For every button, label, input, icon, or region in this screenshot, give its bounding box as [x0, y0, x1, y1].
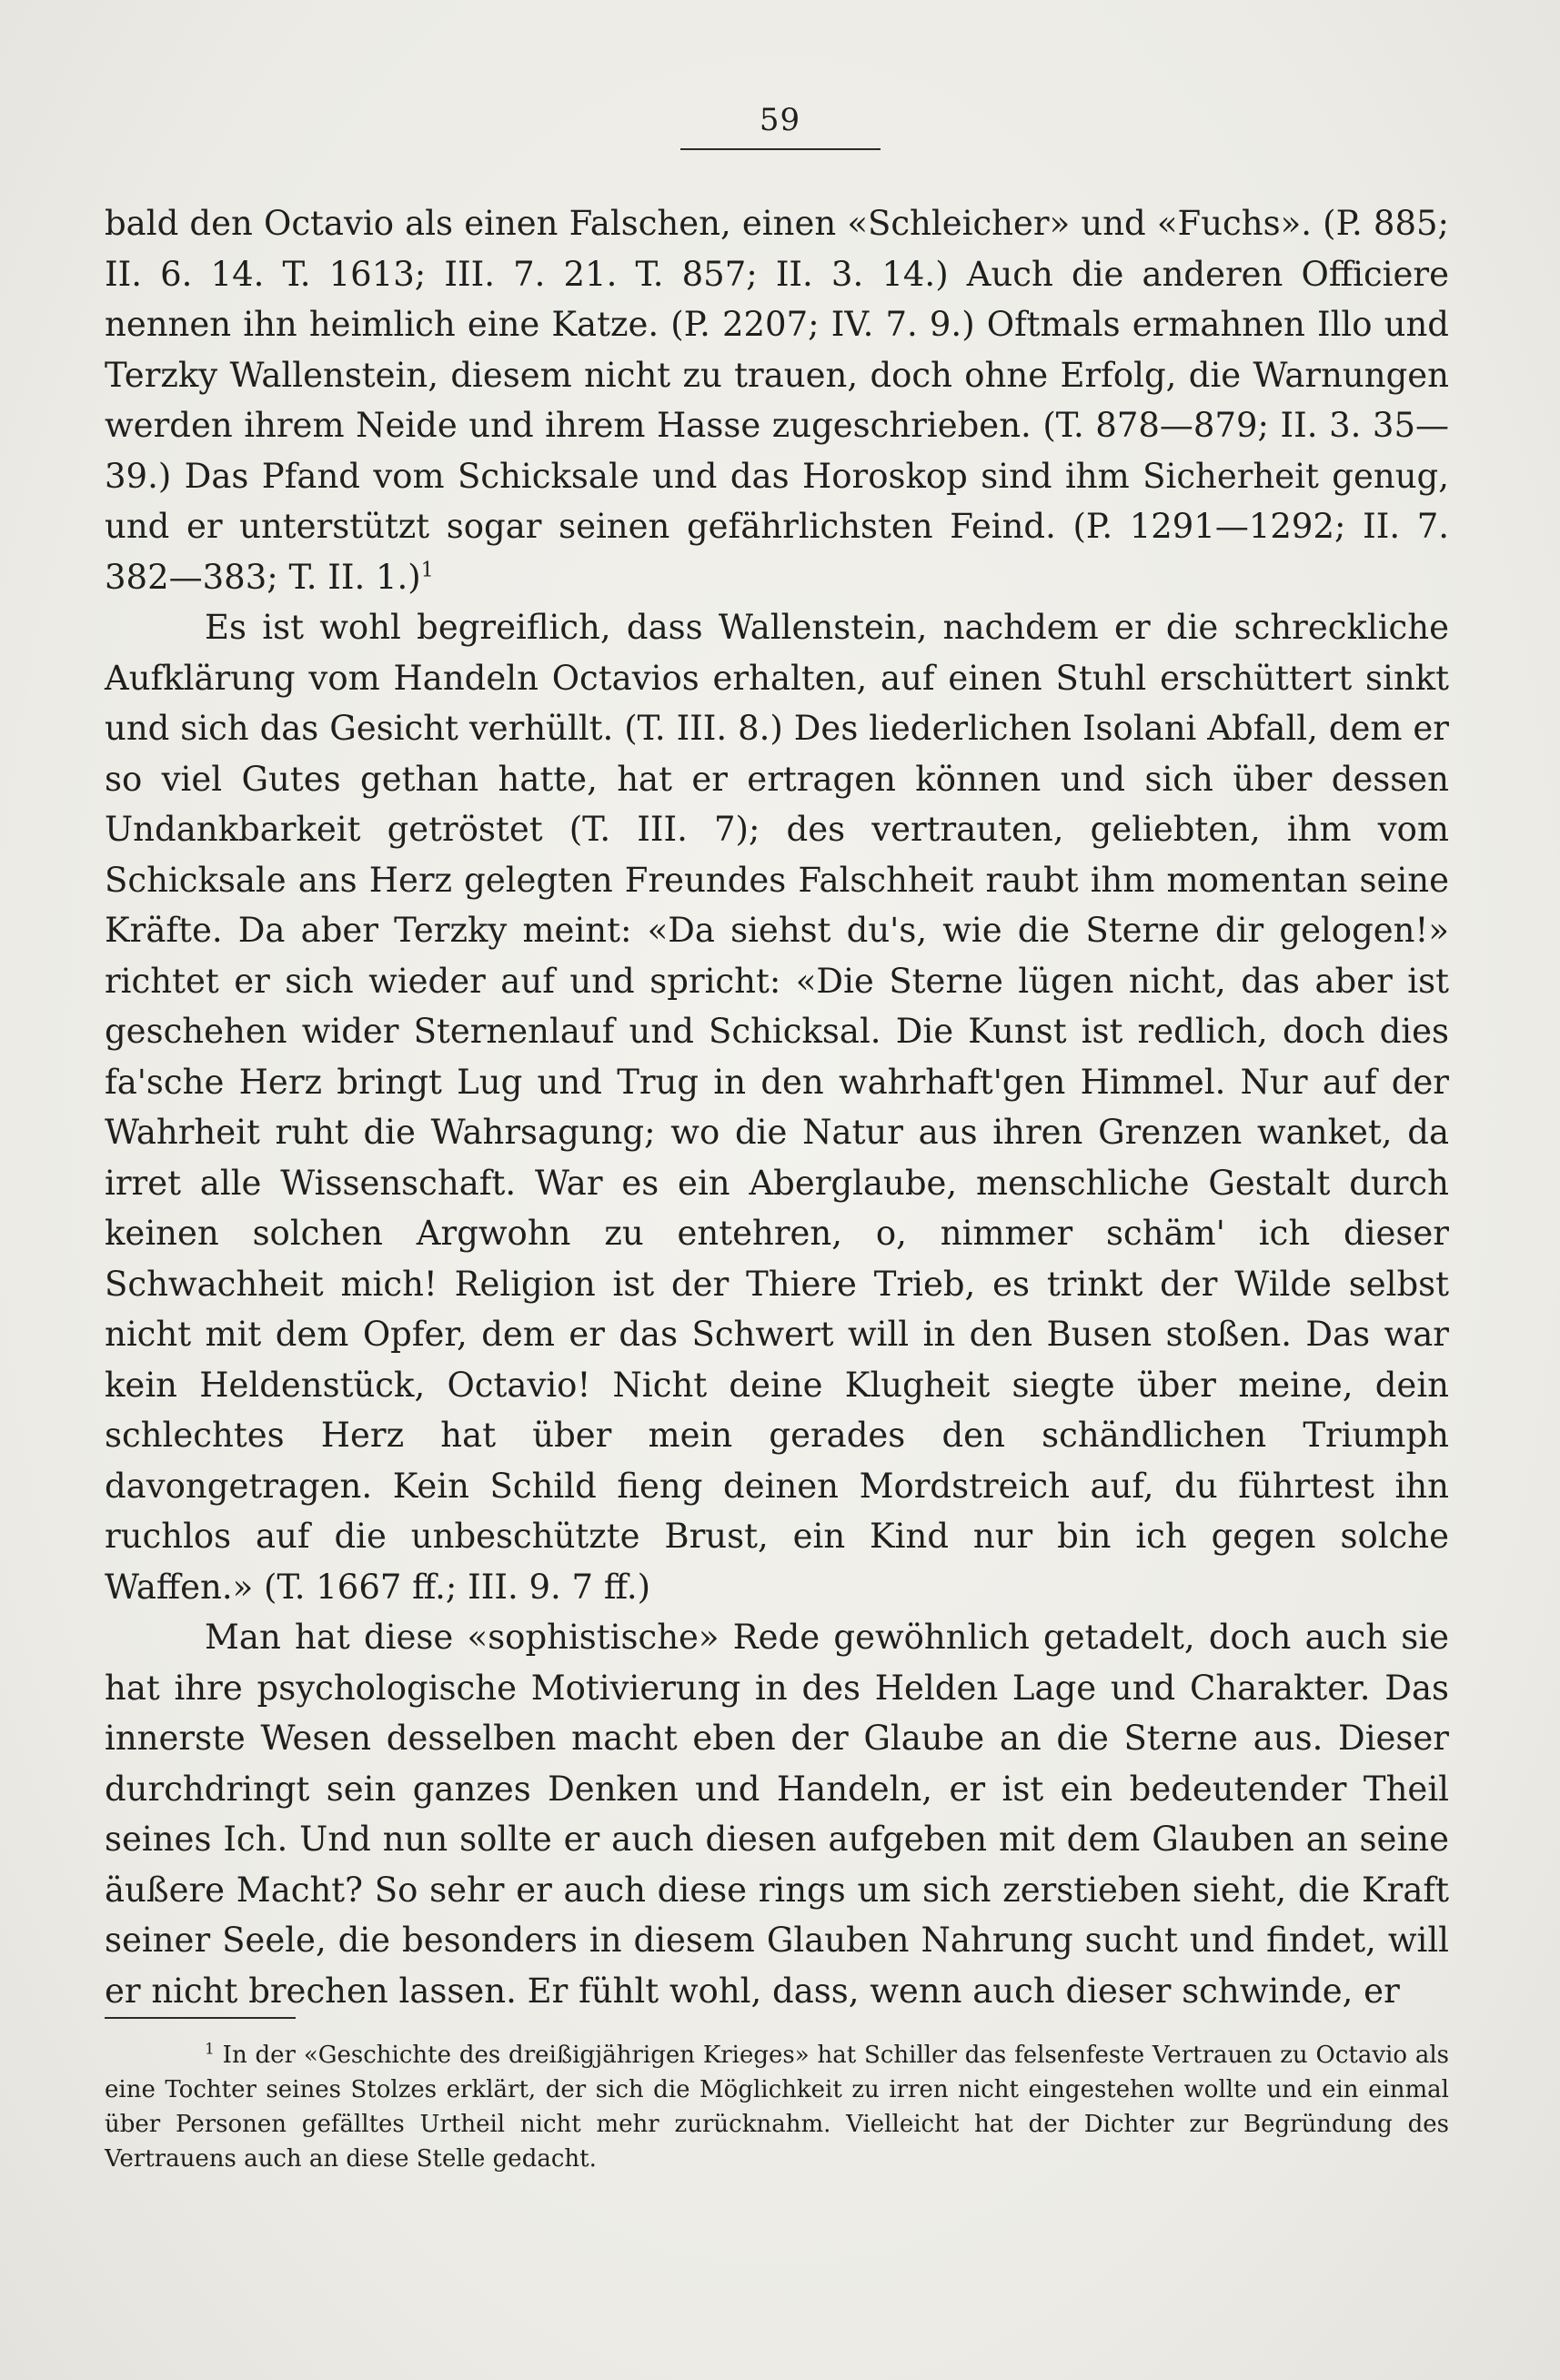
- page-number: 59: [759, 102, 801, 138]
- header-rule: [680, 148, 881, 150]
- footnote: [105, 2038, 1449, 2176]
- footnote-marker: 1: [205, 2040, 215, 2059]
- paragraph-1: [105, 198, 1449, 602]
- footnote-rule: [105, 2017, 296, 2019]
- paragraph-3: Man hat diese «sophistische» Rede gewöhnlich getadelt, doch auch sie hat ihre psychologische Motivierung in des Helden Lage und Charakter. Das innerste Wesen desselben macht eben der Glaube an die Sterne aus. Dieser durchdringt sein ganzes Denken und Handeln, er ist ein bedeutender Theil seines Ich. Und nun sollte er auch diesen aufgeben mit dem Glauben an seine äußere Macht? So sehr er auch diese rings um sich zerstieben sieht, die Kraft seiner Seele, die besonders in diesem Glauben Nahrung sucht und findet, will er nicht brechen lassen. Er fühlt wohl, dass, wenn auch dieser schwinde, er: [105, 1618, 1449, 2011]
- footnote-reference: 1: [420, 559, 434, 582]
- paragraph-2: Es ist wohl begreiflich, dass Wallenstein, nachdem er die schreckliche Aufklärung vom Handeln Octavios erhalten, auf einen Stuhl erschüttert sinkt und sich das Gesicht verhüllt. (T. III. 8.) Des liederlichen Isolani Abfall, dem er so viel Gutes gethan hatte, hat er ertragen können und sich über dessen Undankbarkeit getröstet (T. III. 7); des vertrauten, geliebten, ihm vom Schicksale ans Herz gelegten Freundes Falschheit raubt ihm momentan seine Kräfte. Da aber Terzky meint: «Da siehst du's, wie die Sterne dir gelogen!» richtet er sich wieder auf und spricht: «Die Sterne lügen nicht, das aber ist geschehen wider Sternenlauf und Schicksal. Die Kunst ist redlich, doch dies fa'sche Herz bringt Lug und Trug in den wahrhaft'gen Himmel. Nur auf der Wahrheit ruht die Wahrsagung; wo die Natur aus ihren Grenzen wanket, da irret alle Wissenschaft. War es ein Aberglaube, menschliche Gestalt durch keinen solchen Argwohn zu entehren, o, nimmer schäm' ich dieser Schwachheit mich! Religion ist der Thiere Trieb, es trinkt der Wilde selbst nicht mit dem Opfer, dem er das Schwert will in den Busen stoßen. Das war kein Heldenstück, Octavio! Nicht deine Klugheit siegte über meine, dein schlechtes Herz hat über mein gerades den schändlichen Triumph davongetragen. Kein Schild fieng deinen Mordstreich auf, du führtest ihn ruchlos auf die unbeschützte Brust, ein Kind nur bin ich gegen solche Waffen.» (T. 1667 ff.; III. 9. 7 ff.): [105, 608, 1449, 1607]
- main-text: [105, 198, 1449, 2016]
- paragraph-1-text: bald den Octavio als einen Falschen, einen «Schleicher» und «Fuchs». (P. 885; II. 6. 14. T. 1613; III. 7. 21. T. 857; II. 3. 14.) Auch die anderen Officiere nennen ihn heimlich eine Katze. (P. 2207; IV. 7. 9.) Oftmals ermahnen Illo und Terzky Wallenstein, diesem nicht zu trauen, doch ohne Erfolg, die Warnungen werden ihrem Neide und ihrem Hasse zugeschrieben. (T. 878—879; II. 3. 35—39.) Das Pfand vom Schicksale und das Horoskop sind ihm Sicherheit genug, und er unterstützt sogar seinen gefährlichsten Feind. (P. 1291—1292; II. 7. 382—383; T. II. 1.): [105, 204, 1449, 597]
- footnote-text: In der «Geschichte des dreißigjährigen Krieges» hat Schiller das felsenfeste Vertrauen zu Octavio als eine Tochter seines Stolzes erklärt, der sich die Möglichkeit zu irren nicht eingestehen wollte und ein einmal über Personen gefälltes Urtheil nicht mehr zurücknahm. Vielleicht hat der Dichter zur Begründung des Vertrauens auch an diese Stelle gedacht.: [105, 2042, 1449, 2173]
